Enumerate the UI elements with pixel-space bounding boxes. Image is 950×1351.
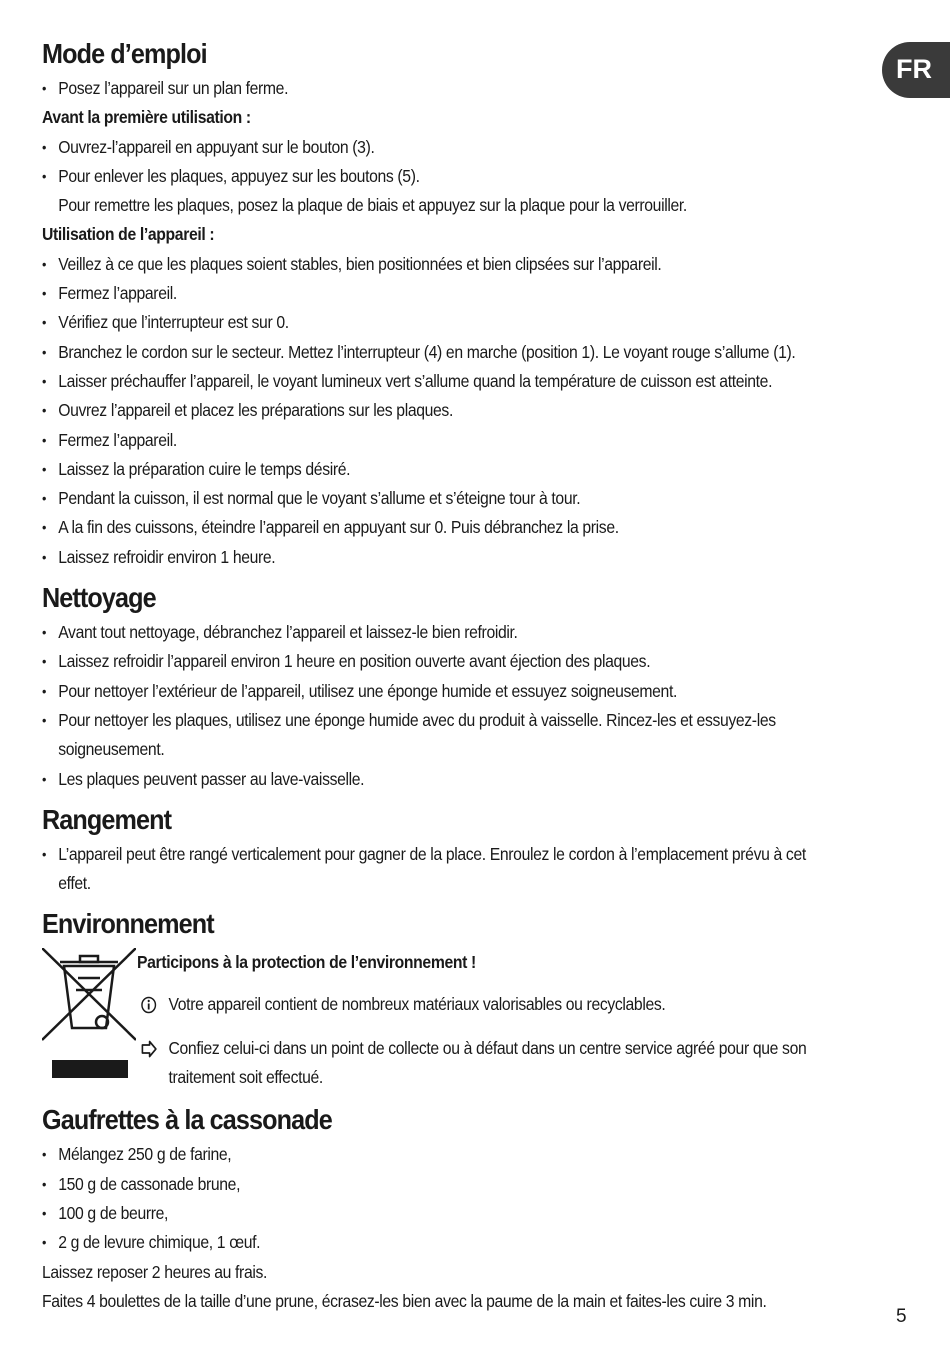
list-item: • Pour enlever les plaques, appuyez sur les boutons (5). — [42, 162, 816, 191]
recipe-line: Laissez reposer 2 heures au frais. — [42, 1261, 268, 1282]
list-item: • Fermez l’appareil. — [42, 426, 816, 455]
first-use-list — [42, 133, 816, 192]
section-nettoyage — [42, 578, 902, 794]
list-item: • Les plaques peuvent passer au lave-vaisselle. — [42, 765, 816, 794]
language-badge-label: FR — [896, 54, 932, 84]
list-item: • Laissez la préparation cuire le temps désiré. — [42, 455, 816, 484]
environment-text — [137, 948, 897, 1092]
environment-heading: Participons à la protection de l’environnement ! — [137, 952, 476, 973]
environment-info-text: Votre appareil contient de nombreux matériaux valorisables ou recyclables. — [168, 993, 666, 1014]
section-title: Nettoyage — [42, 582, 156, 614]
list-item-continuation: Pour remettre les plaques, posez la plaque de biais et appuyez sur la plaque pour la verrouiller. — [58, 195, 687, 216]
environment-action — [137, 1034, 821, 1093]
list-item: • Pour nettoyer l’extérieur de l’appareil, utilisez une éponge humide et essuyez soigneusement. — [42, 677, 816, 706]
arrow-right-icon — [141, 1040, 157, 1058]
list-item: • Pour nettoyer les plaques, utilisez une éponge humide avec du produit à vaisselle. Rincez-les et essuyez-les soigneusement. — [42, 706, 816, 765]
list-item: • L’appareil peut être rangé verticalement pour gagner de la place. Enroulez le cordon à l’emplacement prévu à cet effet. — [42, 840, 816, 899]
info-icon — [141, 996, 157, 1014]
list-item: • 2 g de levure chimique, 1 œuf. — [42, 1228, 816, 1257]
list-item: • Pendant la cuisson, il est normal que le voyant s’allume et s’éteigne tour à tour. — [42, 484, 816, 513]
environment-action-text: Confiez celui-ci dans un point de collecte ou à défaut dans un centre service agréé pour que son traitement soit effectué. — [168, 1038, 807, 1088]
environment-block — [42, 948, 902, 1100]
subsection-title: Utilisation de l’appareil : — [42, 224, 215, 245]
page-number: 5 — [896, 1306, 907, 1327]
recipe-line: Faites 4 boulettes de la taille d’une prune, écrasez-les bien avec la paume de la main et faites-les cuire 3 min. — [42, 1290, 767, 1311]
list-item: • Branchez le cordon sur le secteur. Mettez l’interrupteur (4) en marche (position 1). Le voyant rouge s’allume (1). — [42, 338, 816, 367]
list-item: • Posez l’appareil sur un plan ferme. — [42, 74, 816, 103]
subsection-title: Avant la première utilisation : — [42, 107, 251, 128]
list-item: • Ouvrez-l’appareil en appuyant sur le bouton (3). — [42, 133, 816, 162]
section-title: Mode d’emploi — [42, 38, 207, 69]
section-title: Gaufrettes à la cassonade — [42, 1104, 332, 1136]
list-item: • Veillez à ce que les plaques soient stables, bien positionnées et bien clipsées sur l’appareil. — [42, 250, 816, 279]
list-item: • Avant tout nettoyage, débranchez l’appareil et laissez-le bien refroidir. — [42, 618, 816, 647]
rangement-list — [42, 840, 816, 899]
list-item: • Laissez refroidir l’appareil environ 1 heure en position ouverte avant éjection des plaques. — [42, 647, 816, 676]
list-item: • Laissez refroidir environ 1 heure. — [42, 543, 816, 572]
section-title: Rangement — [42, 803, 172, 835]
list-item: • 150 g de cassonade brune, — [42, 1170, 816, 1199]
section-mode-emploi — [42, 34, 902, 572]
page-content — [42, 34, 902, 1316]
list-item: • 100 g de beurre, — [42, 1199, 816, 1228]
section-gaufrettes — [42, 1100, 902, 1316]
crossed-out-bin-icon — [42, 948, 136, 1080]
section-rangement — [42, 800, 902, 899]
list-item: • Ouvrez l’appareil et placez les préparations sur les plaques. — [42, 396, 816, 425]
list-item: • Laisser préchauffer l’appareil, le voyant lumineux vert s’allume quand la température de cuisson est atteinte. — [42, 367, 816, 396]
list-item: • A la fin des cuissons, éteindre l’appareil en appuyant sur 0. Puis débranchez la prise. — [42, 513, 816, 542]
usage-list — [42, 250, 816, 572]
section-environnement — [42, 904, 902, 1100]
ingredients-list — [42, 1140, 816, 1257]
list-item: • Fermez l’appareil. — [42, 279, 816, 308]
nettoyage-list — [42, 618, 816, 794]
list-item: • Vérifiez que l’interrupteur est sur 0. — [42, 308, 816, 337]
environment-info — [137, 990, 821, 1019]
list-item: • Mélangez 250 g de farine, — [42, 1140, 816, 1169]
section-title: Environnement — [42, 908, 214, 940]
intro-list — [42, 74, 816, 103]
